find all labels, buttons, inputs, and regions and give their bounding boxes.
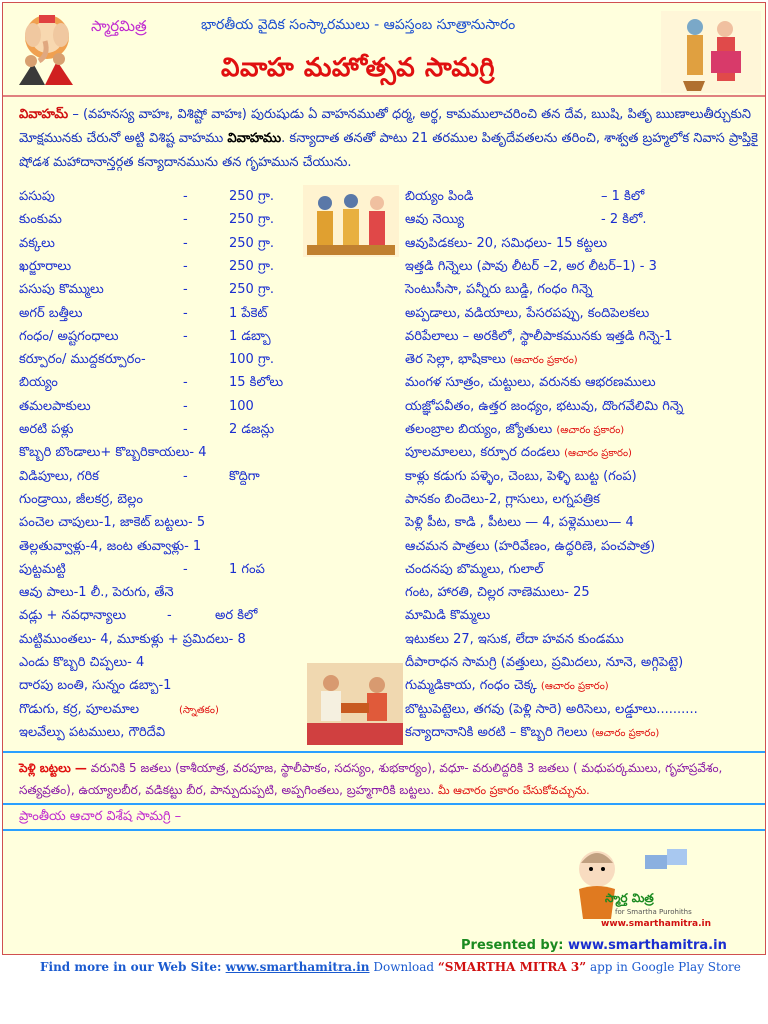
- left-item-row: [19, 492, 309, 514]
- right-item-row: [405, 539, 761, 561]
- item-name: మట్టిముంతలు- 4, మూకుళ్లు + ప్రమిదలు- 8: [19, 631, 246, 647]
- intro-bold: వివాహము: [227, 131, 282, 146]
- item-name: పంచెల చాపులు-1, జాకెట్ బట్టలు- 5: [19, 515, 206, 531]
- item-dash: -: [183, 422, 188, 437]
- left-item-row: [19, 445, 309, 467]
- footer-text-2: Download: [369, 960, 438, 974]
- item-name: చందనపు బొమ్మలు, గులాల్: [405, 561, 544, 577]
- footer-text-1: Find more in our Web Site:: [40, 960, 226, 974]
- item-dash: -: [183, 328, 188, 344]
- header: [3, 3, 765, 95]
- right-item-row: [405, 702, 761, 724]
- right-item-row: [405, 236, 761, 258]
- item-name: వరిపేలాలు – అరకిలో, స్థాలీపాకమునకు ఇత్తడి గిన్నె-1: [405, 328, 673, 344]
- regional-items-heading: ప్రాంతీయ ఆచార విశేష సామగ్రి –: [19, 809, 182, 824]
- item-note: (ఆచారం ప్రకారం): [564, 448, 632, 460]
- intro-term: వివాహమ్: [19, 107, 69, 122]
- item-name: పసుపు కొమ్ములు: [19, 282, 104, 298]
- logo-text: స్మార్త మిత్ర: [605, 891, 654, 905]
- right-item-row: [405, 422, 761, 444]
- logo-subtext: for Smartha Purohiths: [615, 908, 692, 916]
- item-name: పూలమాలలు, కర్పూర దండలు (ఆచారం ప్రకారం): [405, 445, 632, 461]
- left-item-row: [19, 306, 309, 328]
- item-name: తమలపాకులు: [19, 398, 91, 414]
- item-name: వడ్లు + నవధాన్యాలు: [19, 608, 127, 624]
- item-name: ఇత్తడి గిన్నెలు (పావు లీటర్ –2, అర లీటర్–1) - 3: [405, 258, 657, 274]
- item-name: కర్పూరం/ ముద్దకర్పూరం-: [19, 352, 146, 368]
- item-quantity: 250 గ్రా.: [229, 282, 275, 298]
- item-dash: -: [183, 468, 188, 484]
- left-item-row: [19, 562, 309, 584]
- item-name: ఆవు పాలు-1 లీ., పెరుగు, తేనె: [19, 585, 174, 601]
- item-quantity: 250 గ్రా.: [229, 212, 275, 228]
- item-dash: -: [183, 561, 188, 577]
- item-dash: -: [183, 212, 188, 228]
- ganesha-illustration: [9, 11, 83, 91]
- clothes-note: మీ ఆచారం ప్రకారం చేసుకోవచ్చును.: [437, 784, 590, 797]
- right-item-row: [405, 585, 761, 607]
- intro-text-2: . కన్యాదాత తనతో పాటు 21 తరముల పితృదేవతలను తరించి, శాశ్వత బ్రహ్మలోక నివాస ప్రాప్తికై షోడశ మహాదానాన్తర్గత కన్యాదానమును తన గృహమున చేయును.: [19, 131, 758, 170]
- item-quantity: అర కిలో: [215, 608, 258, 624]
- right-item-row: [405, 329, 761, 351]
- left-item-row: [19, 399, 309, 421]
- section-divider-3: [3, 829, 765, 831]
- item-name: ఆవు నెయ్యి: [405, 212, 465, 228]
- item-quantity: 1 డబ్బా: [229, 328, 271, 344]
- item-name: దారపు బంతి, సున్నం డబ్బా-1: [19, 678, 172, 694]
- right-item-row: [405, 189, 761, 211]
- item-name: ఆవుపిడకలు- 20, సమిధలు- 15 కట్టలు: [405, 235, 608, 251]
- presented-label: Presented by:: [461, 938, 568, 953]
- item-note: (స్నాతకం): [179, 704, 219, 716]
- left-item-row: [19, 236, 309, 258]
- left-item-row: [19, 515, 309, 537]
- page-title: వివాహ మహోత్సవ సామగ్రి: [221, 53, 496, 83]
- item-dash: -: [183, 258, 188, 274]
- left-item-row: [19, 632, 309, 654]
- left-item-row: [19, 329, 309, 351]
- item-name: విడిపూలు, గరిక: [19, 468, 99, 484]
- item-name: యజ్ఞోపవీతం, ఉత్తర జంధ్యం, భటువు, దొంగవేలిమి గిన్నె: [405, 398, 684, 414]
- footer-website-link[interactable]: www.smarthamitra.in: [225, 960, 370, 974]
- item-dash: -: [183, 235, 188, 251]
- section-divider-2: [3, 803, 765, 805]
- item-quantity: 100: [229, 398, 254, 414]
- item-name: అగర్ బత్తీలు: [19, 305, 83, 321]
- item-name: బియ్యం పిండి: [405, 189, 474, 204]
- item-dash: -: [183, 375, 188, 391]
- item-quantity: – 1 కిలో: [601, 189, 645, 204]
- rama-sita-illustration: [661, 11, 761, 93]
- item-quantity: 1 పేకెట్: [229, 305, 268, 321]
- item-note: (ఆచారం ప్రకారం): [540, 681, 609, 693]
- logo-url: www.smarthamitra.in: [601, 919, 712, 929]
- item-dash: -: [183, 398, 188, 414]
- wedding-clothes-paragraph: [19, 757, 759, 802]
- item-name: గంధం/ అష్టగంధాలు: [19, 328, 119, 344]
- left-item-row: [19, 352, 309, 374]
- document-subtitle: భారతీయ వైదిక సంస్కారములు - ఆపస్తంబ సూత్రానుసారం: [201, 17, 516, 33]
- right-item-row: [405, 608, 761, 630]
- item-name: పెళ్లి పీట, కాడి , పీటలు — 4, పళ్లెములు— 4: [405, 515, 634, 531]
- left-item-row: [19, 282, 309, 304]
- item-name: సెంటుసీసా, పన్నీరు బుడ్డి, గంధం గిన్నె: [405, 282, 593, 298]
- item-name: దీపారాధన సామగ్రి (వత్తులు, ప్రమిదలు, నూనె, అగ్గిపెట్టె): [405, 655, 684, 670]
- page-frame: [2, 2, 766, 955]
- right-item-row: [405, 306, 761, 328]
- left-item-row: [19, 422, 309, 444]
- item-quantity: 2 డజన్లు: [229, 422, 275, 437]
- item-note: (ఆచారం ప్రకారం): [556, 425, 625, 436]
- item-name: ఎండు కొబ్బరి చిప్పలు- 4: [19, 655, 145, 670]
- header-divider: [3, 95, 765, 97]
- left-item-row: [19, 655, 309, 677]
- item-quantity: కొద్దిగా: [229, 468, 260, 484]
- footer-app-name: “SMARTHA MITRA 3”: [437, 960, 587, 974]
- intro-paragraph: [19, 103, 759, 175]
- item-quantity: 250 గ్రా.: [229, 189, 275, 204]
- section-divider-1: [3, 751, 765, 753]
- item-name: కుంకుమ: [19, 212, 62, 228]
- brand-name: స్మార్తమిత్ర: [91, 17, 147, 35]
- item-name: ఇలవేల్పు పటములు, గౌరిదేవి: [19, 724, 166, 740]
- left-item-row: [19, 259, 309, 281]
- footer: [40, 960, 741, 974]
- presented-url[interactable]: www.smarthamitra.in: [567, 938, 727, 953]
- item-name: ఖర్జూరాలు: [19, 258, 72, 274]
- item-name: కాళ్లు కడుగు పళ్ళెం, చెంబు, పెళ్ళి బుట్ట (గంప): [405, 468, 637, 484]
- right-item-row: [405, 678, 761, 700]
- footer-text-3: app in Google Play Store: [586, 960, 741, 974]
- item-name: మంగళ సూత్రం, చుట్టులు, వరునకు ఆభరణములు: [405, 375, 656, 391]
- item-dash: -: [183, 282, 188, 298]
- right-item-row: [405, 655, 761, 677]
- left-item-row: [19, 469, 309, 491]
- item-note: (ఆచారం ప్రకారం): [509, 355, 578, 367]
- right-item-row: [405, 212, 761, 234]
- left-item-row: [19, 539, 309, 561]
- left-item-row: [19, 702, 309, 724]
- left-item-row: [19, 189, 309, 211]
- item-name: కన్యాదానానికి అరటి – కొబ్బరి గెలలు (ఆచారం ప్రకారం): [405, 724, 660, 740]
- item-quantity: 1 గంప: [229, 561, 265, 577]
- right-item-row: [405, 282, 761, 304]
- item-name: బియ్యం: [19, 375, 58, 391]
- item-name: పసుపు: [19, 189, 55, 204]
- item-name: పుట్టమట్టి: [19, 561, 66, 577]
- item-name: అప్పడాలు, వడియాలు, పేసరపప్పు, కందిపెలకలు: [405, 305, 650, 321]
- item-quantity: - 2 కిలో.: [601, 212, 647, 228]
- right-item-row: [405, 352, 761, 374]
- intro-text-1: – (వహనస్య వాహః, విశిష్టో వాహః) పురుషుడు ఏ వాహనముతో ధర్మ, అర్థ, కామములాచరించి తన దేవ, ఋషి, పితృ ఋణాలుతీర్చుకుని మోక్షమునకు చేరునో అట్టి విశిష్ట వాహము: [19, 107, 752, 146]
- left-item-row: [19, 212, 309, 234]
- clothes-text: వరునికి 5 జతలు (కాశీయాత్ర, వరపూజ, స్థాలీపాకం, సదస్యం, శుభకార్యం), వధూ- వరులిద్దరికి 3 జతలు ( మధుపర్కములు, గృహప్రవేశం, సత్యవ్రతం), ఉయ్యాలబీర, వడికట్టు బీర, పాన్పుదుప్పటి, అప్పగింతలు, బ్రహ్మగారికి బట్టలు.: [19, 761, 723, 797]
- presented-by: [461, 938, 727, 953]
- right-item-row: [405, 375, 761, 397]
- item-dash: -: [183, 305, 188, 321]
- item-name: పానకం బిందెలు-2, గ్లాసులు, లగ్నపత్రిక: [405, 491, 600, 507]
- item-quantity: 100 గ్రా.: [229, 352, 275, 368]
- item-name: బొట్టుపెట్టెలు, తగవు (పెళ్లి సారె) అరిసెలు, లడ్డూలు..........: [405, 701, 698, 717]
- item-name: వక్కలు: [19, 235, 55, 251]
- item-name: గుమ్మడికాయ, గంధం చెక్క (ఆచారం ప్రకారం): [405, 678, 609, 694]
- right-item-row: [405, 492, 761, 514]
- left-item-row: [19, 585, 309, 607]
- left-item-row: [19, 608, 309, 630]
- item-note: (ఆచారం ప్రకారం): [591, 727, 660, 739]
- right-item-row: [405, 515, 761, 537]
- item-name: గొడుగు, కర్ర, పూలమాల: [19, 701, 140, 717]
- item-dash: -: [167, 608, 172, 624]
- item-name: తెర సెల్లా, భాషికాలు (ఆచారం ప్రకారం): [405, 352, 578, 368]
- item-dash: -: [183, 189, 188, 204]
- right-item-row: [405, 562, 761, 584]
- right-item-row: [405, 725, 761, 747]
- right-item-row: [405, 445, 761, 467]
- right-item-row: [405, 259, 761, 281]
- item-quantity: 250 గ్రా.: [229, 258, 275, 274]
- right-item-row: [405, 469, 761, 491]
- left-item-row: [19, 678, 309, 700]
- deities-illustration: [303, 185, 399, 257]
- item-quantity: 250 గ్రా.: [229, 235, 275, 251]
- item-name: అరటి పళ్లు: [19, 422, 74, 437]
- item-name: గంట, హారతి, చిల్లర నాణెములు- 25: [405, 585, 590, 601]
- item-name: ఆచమన పాత్రలు (హరివేణం, ఉద్ధరిణె, పంచపాత్ర): [405, 538, 656, 554]
- left-item-row: [19, 725, 309, 747]
- item-name: ఇటుకలు 27, ఇసుక, లేదా హవన కుండము: [405, 631, 624, 647]
- kanyadanam-illustration: [307, 663, 403, 745]
- item-name: తలంబ్రాల బియ్యం, జ్యోతులు (ఆచారం ప్రకారం): [405, 422, 625, 437]
- item-name: మామిడి కొమ్మలు: [405, 608, 491, 624]
- item-name: గుండ్రాయి, జీలకర్ర, బెల్లం: [19, 491, 143, 507]
- item-quantity: 15 కిలోలు: [229, 375, 284, 391]
- item-name: కొబ్బరి బొండాలు+ కొబ్బరికాయలు- 4: [19, 445, 207, 461]
- right-item-row: [405, 399, 761, 421]
- clothes-term: పెళ్లి బట్టలు —: [19, 761, 87, 775]
- item-name: తెల్లతువ్వాళ్లు-4, జంట తువ్వాళ్లు- 1: [19, 538, 202, 554]
- left-item-row: [19, 375, 309, 397]
- right-item-row: [405, 632, 761, 654]
